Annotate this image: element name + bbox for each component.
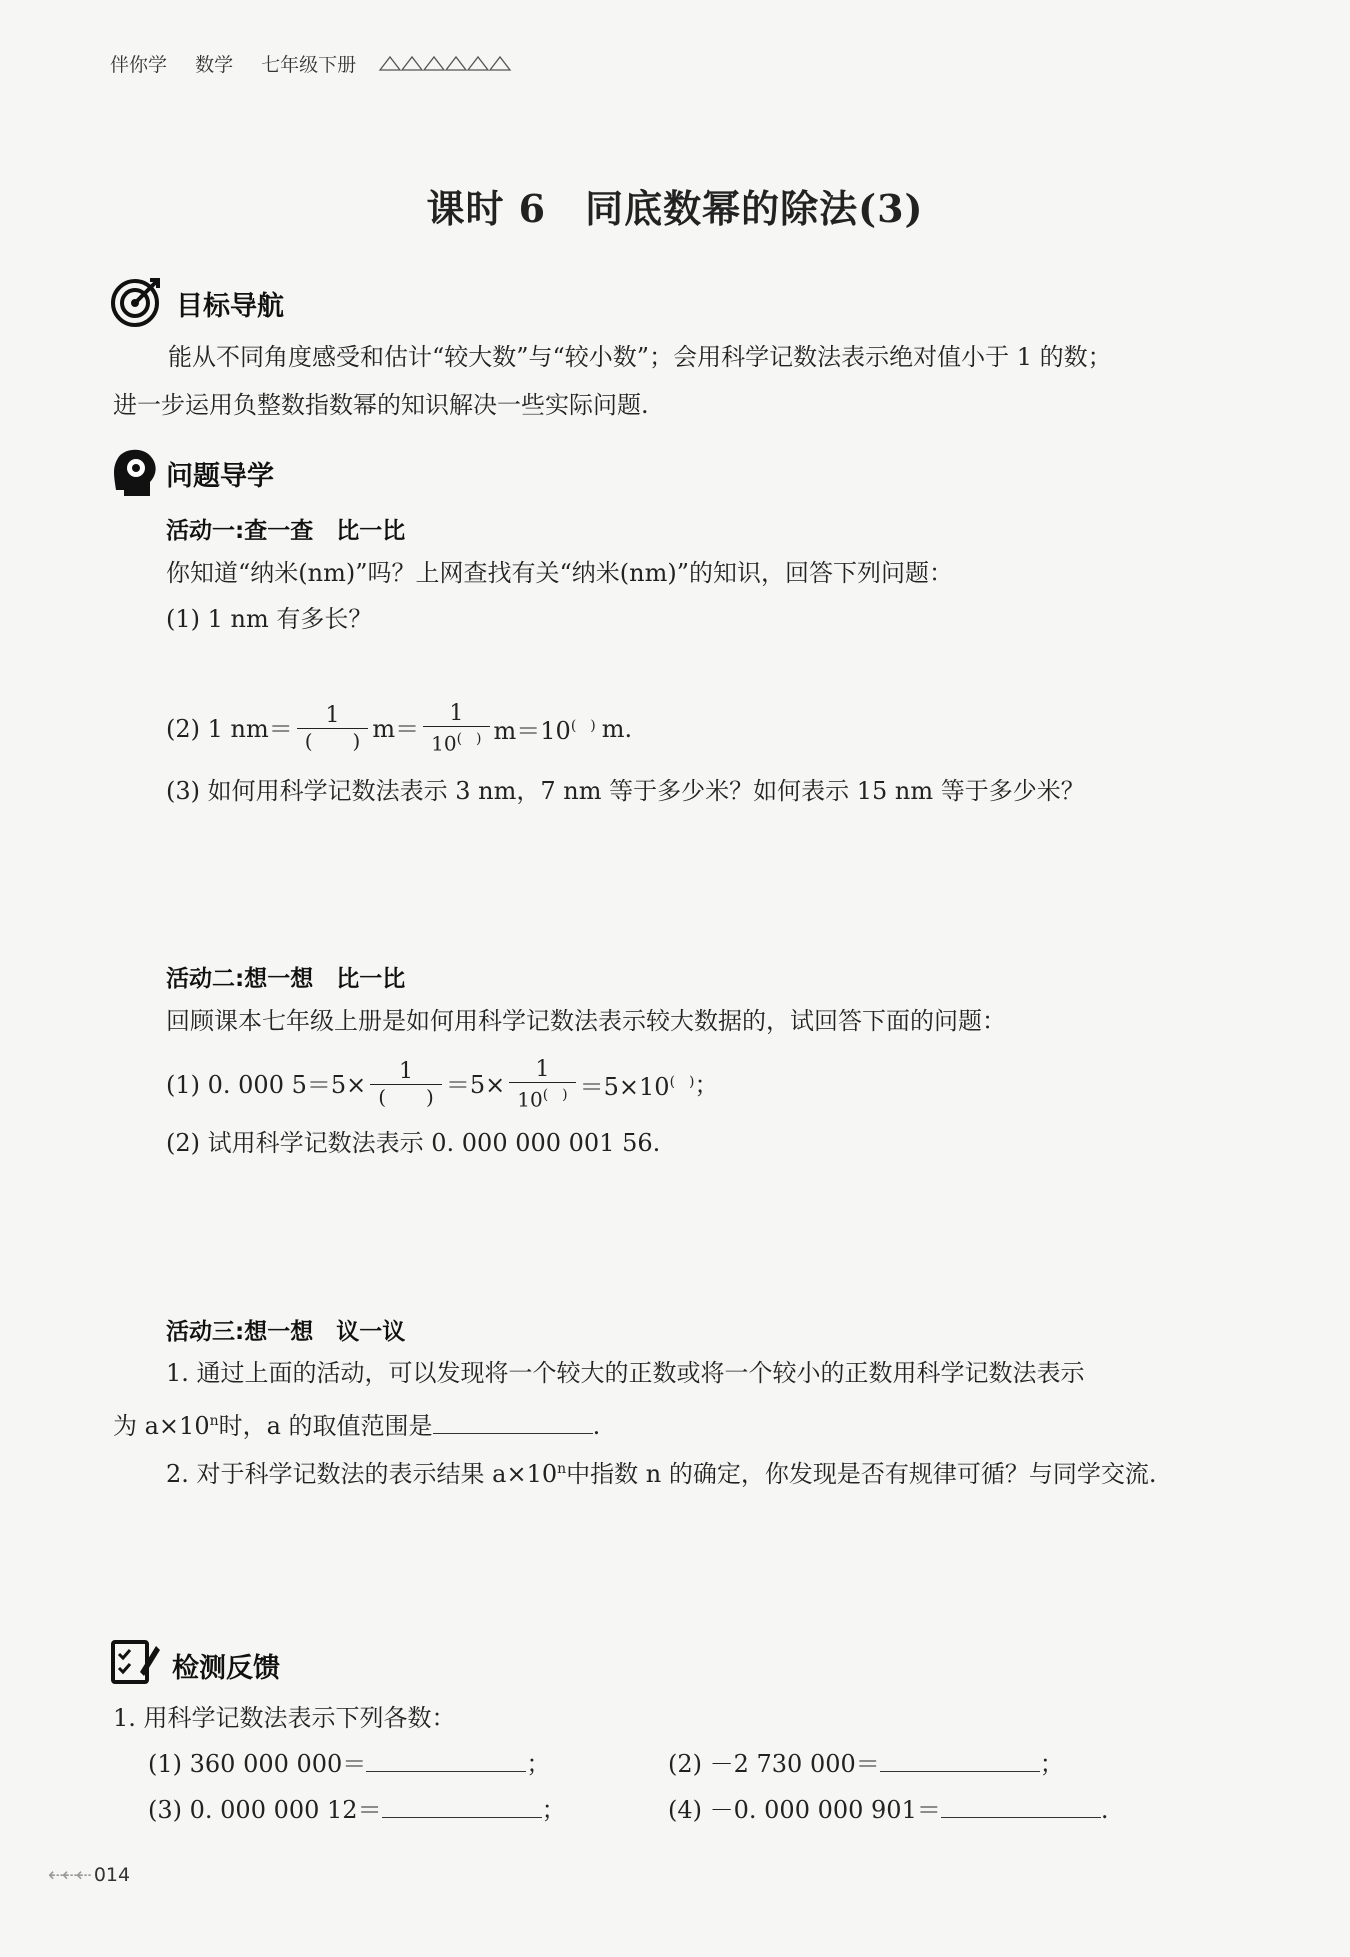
target-icon [110,276,162,328]
arrow-decoration-icon: ⇠⇠⇠ [48,1864,94,1886]
feedback-item-1: (1) 360 000 000＝ ； [148,1741,550,1787]
activity-1-title: 活动一:查一查 比一比 [166,518,406,544]
feedback-heading: 检测反馈 [172,1653,280,1684]
goal-line-1: 能从不同角度感受和估计“较大数”与“较小数”；会用科学记数法表示绝对值小于 1 的数； [168,343,1112,371]
fraction-4 [509,1058,575,1112]
activity-2-title: 活动二:想一想 比一比 [166,966,406,992]
header-grade: 七年级下册 [261,54,357,76]
q2-prefix: (2) 1 nm＝ [166,714,293,743]
goal-line-2: 进一步运用负整数指数幂的知识解决一些实际问题. [113,391,649,419]
feedback-item-4: (4) －0. 000 000 901＝ . [668,1787,1108,1833]
answer-blank[interactable] [433,1407,593,1434]
feedback-item-2: (2) －2 730 000＝ ； [668,1741,1064,1787]
activity-3-p1-line1: 1. 通过上面的活动，可以发现将一个较大的正数或将一个较小的正数用科学记数法表示 [166,1359,1085,1387]
activity-2-q1 [166,1058,719,1112]
page-number-text: 014 [93,1864,131,1886]
answer-blank-3[interactable] [382,1791,542,1818]
goal-heading: 目标导航 [176,291,284,322]
q2-mid1: m＝ [372,714,420,743]
fraction-4-num: 1 [535,1057,550,1082]
q2-end: m. [601,714,633,743]
fraction-4-den: 10( ) [509,1082,575,1112]
act2-q1-mid: ＝5× [445,1070,506,1099]
fraction-3 [370,1060,442,1109]
fraction-3-den: ( ) [370,1084,442,1109]
head-gear-icon [110,446,158,498]
triangle-decoration-icon [378,54,528,72]
running-header [110,50,378,77]
activity-3-p2: 2. 对于科学记数法的表示结果 $a\times 10^n$中指数 n 的确定，你发现是否有规律可循？与同学交流. [166,1460,1157,1488]
fraction-1-den: ( ) [297,728,369,753]
fraction-3-num: 1 [399,1059,414,1085]
page-number [48,1864,130,1886]
feedback-item-3: (3) 0. 000 000 12＝ ； [148,1787,566,1833]
header-book: 伴你学 [110,54,168,76]
act2-q1-prefix: (1) 0. 000 5＝5× [166,1070,367,1099]
lesson-title: 课时 6 同底数幂的除法(3) [426,186,924,231]
answer-blank-4[interactable] [941,1791,1101,1818]
activity-2-intro: 回顾课本七年级上册是如何用科学记数法表示较大数据的，试回答下面的问题： [166,1007,1006,1035]
activity-2-q2: (2) 试用科学记数法表示 0. 000 000 001 56. [166,1129,661,1157]
act2-q1-tail: ； [694,1070,719,1099]
fraction-1-num: 1 [325,703,340,729]
q2-mid2: m＝10( ) [493,717,596,746]
activity-3-p1-line2: 为 $a\times 10^n$时，a 的取值范围是 . [113,1398,600,1449]
fraction-2-den: 10( ) [423,726,489,756]
activity-1-intro: 你知道“纳米(nm)”吗？上网查找有关“纳米(nm)”的知识，回答下列问题： [166,559,953,587]
activity-3-title: 活动三:想一想 议一议 [166,1319,406,1345]
fraction-2-num: 1 [449,701,464,726]
fraction-2 [423,702,489,756]
activity-1-q1: (1) 1 nm 有多长？ [166,605,373,633]
checklist-icon [110,1636,160,1686]
answer-blank-1[interactable] [366,1745,526,1772]
header-subject: 数学 [195,54,234,76]
act2-q1-end: ＝5×10( ) [579,1073,695,1102]
activity-1-q2 [166,702,632,756]
feedback-q1: 1. 用科学记数法表示下列各数： [113,1704,456,1732]
fraction-1 [297,704,369,753]
answer-blank-2[interactable] [880,1745,1040,1772]
activity-1-q3: (3) 如何用科学记数法表示 3 nm，7 nm 等于多少米？如何表示 15 nm 等于多少米？ [166,777,1085,805]
problem-heading: 问题导学 [166,461,274,492]
